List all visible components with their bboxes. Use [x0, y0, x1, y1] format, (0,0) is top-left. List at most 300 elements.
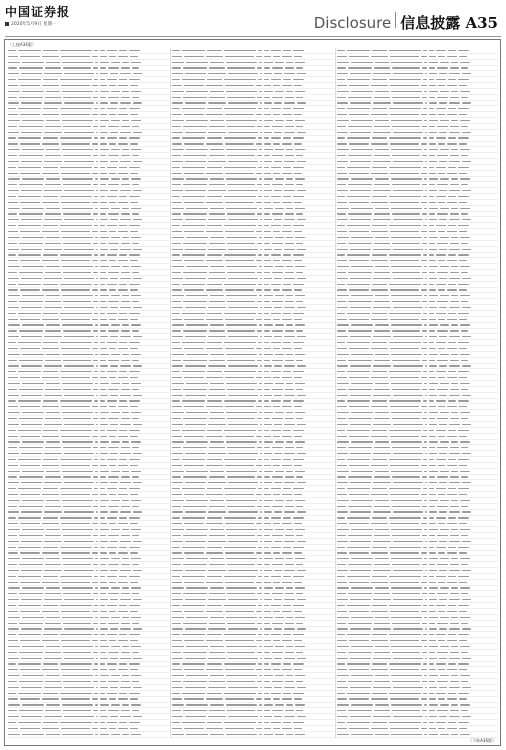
table-cell [372, 50, 387, 51]
table-cell [43, 459, 58, 460]
table-cell [61, 231, 90, 232]
table-cell [391, 324, 422, 325]
table-cell [20, 406, 40, 407]
table-cell [172, 722, 180, 723]
table-cell [100, 558, 109, 559]
table-cell [264, 167, 269, 168]
table-cell [437, 243, 448, 244]
table-cell [20, 289, 40, 290]
table-cell [225, 582, 254, 583]
table-cell [392, 272, 420, 273]
table-cell [372, 400, 387, 401]
table-cell [100, 628, 108, 629]
table-cell [450, 593, 459, 594]
table-cell [450, 243, 459, 244]
table-cell [100, 406, 107, 407]
table-cell [184, 377, 204, 378]
table-cell [21, 511, 42, 512]
table-cell [210, 91, 224, 92]
table-cell [257, 535, 262, 536]
table-cell [284, 190, 295, 191]
table-cell [100, 430, 105, 431]
table-cell [120, 658, 131, 659]
table-cell [462, 278, 471, 279]
table-cell [436, 547, 446, 548]
table-cell [371, 494, 388, 495]
table-cell [100, 687, 108, 688]
table-cell [172, 669, 182, 670]
table-cell [347, 284, 370, 285]
table-cell [62, 587, 93, 588]
table-cell [439, 278, 447, 279]
table-cell [337, 704, 349, 705]
table-cell [437, 623, 448, 624]
table-cell [19, 67, 43, 68]
table-cell [19, 535, 43, 536]
table-cell [18, 50, 41, 51]
table-cell [429, 173, 436, 174]
table-cell [392, 155, 420, 156]
table-cell [375, 178, 389, 179]
table-cell [207, 459, 222, 460]
table-cell [439, 365, 447, 366]
table-cell [296, 652, 303, 653]
table-cell [96, 541, 98, 542]
table-cell [429, 453, 437, 454]
table-cell [294, 143, 302, 144]
table-cell [108, 535, 119, 536]
table-cell [393, 219, 423, 220]
table-cell [45, 535, 61, 536]
table-cell [285, 506, 294, 507]
table-cell [62, 646, 93, 647]
table-cell [264, 120, 273, 121]
table-cell [107, 284, 117, 285]
table-cell [429, 143, 436, 144]
table-cell [264, 161, 272, 162]
table-cell [94, 196, 98, 197]
table-cell [228, 336, 258, 337]
table-cell [264, 377, 271, 378]
table-cell [100, 231, 107, 232]
table-cell [226, 734, 257, 735]
table-cell [111, 178, 120, 179]
table-cell [172, 658, 183, 659]
table-cell [60, 547, 92, 548]
table-cell [337, 471, 349, 472]
table-cell [8, 523, 18, 524]
table-cell [260, 278, 262, 279]
table-cell [100, 360, 106, 361]
table-cell [264, 500, 273, 501]
table-cell [95, 149, 98, 150]
table-cell [264, 231, 271, 232]
table-cell [21, 278, 42, 279]
table-cell [119, 634, 127, 635]
table-cell [93, 418, 98, 419]
table-cell [422, 476, 427, 477]
table-cell [94, 137, 98, 138]
table-cell [459, 494, 467, 495]
table-cell [337, 552, 347, 553]
table-cell [172, 471, 184, 472]
table-cell [393, 687, 423, 688]
table-cell [275, 471, 284, 472]
table-cell [429, 155, 435, 156]
table-cell [185, 395, 206, 396]
table-cell [118, 465, 128, 466]
table-cell [132, 623, 139, 624]
table-cell [390, 436, 419, 437]
table-cell [272, 389, 283, 390]
table-cell [447, 289, 457, 290]
table-cell [424, 412, 427, 413]
table-cell [92, 56, 98, 57]
table-cell [297, 278, 306, 279]
table-cell [424, 704, 427, 705]
table-cell [44, 482, 62, 483]
table-cell [374, 418, 390, 419]
table-cell [437, 67, 448, 68]
table-cell [209, 330, 225, 331]
table-cell [391, 266, 422, 267]
table-cell [259, 734, 262, 735]
table-cell [438, 523, 445, 524]
table-cell [421, 465, 427, 466]
table-cell [438, 494, 445, 495]
table-cell [375, 587, 389, 588]
table-cell [172, 693, 180, 694]
table-cell [391, 500, 422, 501]
table-cell [285, 213, 294, 214]
table-cell [282, 406, 292, 407]
table-cell [429, 441, 438, 442]
table-cell [297, 102, 306, 103]
table-cell [421, 552, 427, 553]
table-cell [8, 260, 18, 261]
table-cell [258, 459, 262, 460]
table-cell [337, 646, 349, 647]
table-cell [92, 143, 98, 144]
table-cell [172, 482, 183, 483]
table-cell [438, 611, 445, 612]
table-cell [108, 126, 119, 127]
table-cell [337, 529, 349, 530]
table-cell [448, 634, 456, 635]
table-cell [422, 330, 427, 331]
table-cell [228, 190, 258, 191]
table-cell [274, 336, 282, 337]
table-cell [122, 646, 129, 647]
table-cell [462, 599, 471, 600]
table-cell [226, 91, 257, 92]
table-cell [100, 611, 107, 612]
table-cell [63, 564, 91, 565]
table-cell [18, 342, 41, 343]
table-cell [108, 155, 119, 156]
table-cell [439, 716, 447, 717]
table-cell [295, 617, 305, 618]
table-cell [337, 202, 347, 203]
table-cell [172, 120, 184, 121]
table-cell [119, 371, 127, 372]
table-cell [293, 342, 304, 343]
table-cell [111, 441, 120, 442]
table-cell [225, 640, 254, 641]
table-cell [371, 611, 388, 612]
table-cell [130, 523, 138, 524]
table-cell [130, 231, 138, 232]
table-cell [42, 202, 59, 203]
table-cell [206, 202, 223, 203]
table-cell [107, 108, 117, 109]
table-cell [389, 400, 421, 401]
table-cell [100, 208, 109, 209]
table-cell [129, 225, 140, 226]
table-cell [110, 278, 118, 279]
table-cell [459, 436, 467, 437]
table-cell [439, 132, 447, 133]
table-cell [297, 511, 306, 512]
table-cell [264, 634, 269, 635]
table-cell [172, 301, 181, 302]
table-cell [275, 324, 284, 325]
table-cell [296, 535, 303, 536]
table-cell [448, 167, 456, 168]
table-cell [225, 436, 254, 437]
table-cell [437, 155, 448, 156]
table-cell [43, 488, 58, 489]
table-cell [206, 56, 223, 57]
table-cell [285, 155, 294, 156]
table-cell [100, 669, 107, 670]
table-cell [182, 547, 205, 548]
table-cell [186, 471, 208, 472]
table-cell [392, 652, 420, 653]
table-cell [297, 570, 306, 571]
table-cell [337, 587, 349, 588]
table-cell [185, 190, 206, 191]
table-cell [100, 97, 106, 98]
table-cell [285, 535, 294, 536]
table-cell [264, 430, 269, 431]
table-cell [93, 330, 98, 331]
table-cell [100, 330, 106, 331]
table-cell [274, 570, 282, 571]
table-cell [21, 482, 42, 483]
table-cell [272, 564, 283, 565]
table-cell [8, 441, 20, 442]
table-cell [337, 628, 348, 629]
table-cell [337, 669, 347, 670]
table-cell [258, 254, 262, 255]
table-cell [210, 734, 224, 735]
table-cell [208, 716, 226, 717]
table-cell [8, 360, 17, 361]
table-cell [64, 102, 94, 103]
table-cell [295, 558, 305, 559]
table-cell [172, 570, 183, 571]
table-cell [93, 243, 98, 244]
table-cell [111, 237, 120, 238]
table-cell [337, 342, 345, 343]
table-cell [226, 587, 257, 588]
table-cell [284, 395, 295, 396]
table-cell [272, 623, 283, 624]
table-cell [375, 237, 389, 238]
table-cell [224, 634, 256, 635]
table-cell [43, 50, 58, 51]
table-cell [8, 330, 17, 331]
table-cell [337, 67, 346, 68]
table-cell [63, 476, 91, 477]
table-cell [129, 576, 140, 577]
table-cell [225, 465, 254, 466]
table-cell [183, 272, 207, 273]
table-cell [390, 143, 419, 144]
table-cell [225, 406, 254, 407]
table-cell [259, 529, 262, 530]
table-cell [429, 447, 435, 448]
table-cell [119, 430, 127, 431]
table-cell [283, 459, 291, 460]
table-cell [283, 371, 291, 372]
table-cell [129, 605, 140, 606]
table-cell [374, 623, 390, 624]
table-cell [264, 675, 273, 676]
table-cell [131, 587, 141, 588]
table-cell [120, 278, 131, 279]
table-cell [440, 383, 449, 384]
table-cell [264, 658, 272, 659]
table-cell [100, 377, 107, 378]
table-cell [350, 716, 371, 717]
table-cell [283, 137, 291, 138]
table-cell [133, 365, 142, 366]
table-cell [46, 178, 60, 179]
table-cell [256, 260, 262, 261]
table-cell [296, 389, 303, 390]
table-cell [429, 558, 438, 559]
table-cell [337, 722, 345, 723]
table-cell [172, 710, 181, 711]
table-cell [349, 173, 369, 174]
table-cell [208, 132, 226, 133]
table-cell [283, 605, 291, 606]
table-cell [264, 289, 271, 290]
table-cell [225, 698, 254, 699]
table-cell [224, 108, 256, 109]
table-cell [22, 675, 44, 676]
table-cell [264, 342, 269, 343]
table-cell [206, 728, 223, 729]
table-row [172, 732, 333, 738]
table-cell [375, 646, 389, 647]
table-cell [448, 225, 456, 226]
table-cell [172, 652, 181, 653]
table-cell [100, 219, 108, 220]
table-cell [61, 669, 90, 670]
table-cell [436, 284, 446, 285]
table-cell [271, 50, 281, 51]
table-cell [337, 260, 347, 261]
table-cell [46, 295, 60, 296]
table-cell [337, 184, 346, 185]
table-cell [172, 447, 181, 448]
table-cell [18, 605, 41, 606]
table-cell [257, 623, 262, 624]
table-cell [95, 62, 98, 63]
table-cell [121, 418, 130, 419]
table-cell [20, 260, 40, 261]
table-cell [373, 541, 391, 542]
table-cell [18, 108, 41, 109]
table-cell [121, 213, 130, 214]
table-cell [256, 56, 262, 57]
table-cell [256, 728, 262, 729]
table-cell [184, 494, 204, 495]
table-cell [391, 617, 422, 618]
table-cell [21, 628, 42, 629]
table-cell [371, 143, 388, 144]
table-cell [96, 336, 98, 337]
table-cell [226, 295, 257, 296]
table-cell [95, 120, 98, 121]
table-cell [224, 488, 256, 489]
table-cell [172, 79, 180, 80]
table-cell [297, 132, 306, 133]
table-cell [60, 137, 92, 138]
table-cell [64, 161, 94, 162]
table-cell [374, 389, 390, 390]
table-cell [129, 634, 140, 635]
table-cell [209, 476, 225, 477]
table-cell [8, 137, 16, 138]
table-cell [184, 698, 204, 699]
table-cell [423, 693, 427, 694]
table-cell [186, 208, 208, 209]
table-cell [295, 412, 305, 413]
table-cell [264, 243, 270, 244]
table-cell [172, 102, 183, 103]
table-cell [391, 558, 422, 559]
table-cell [423, 722, 427, 723]
table-cell [283, 634, 291, 635]
table-cell [337, 219, 348, 220]
table-cell [111, 208, 120, 209]
table-cell [461, 593, 468, 594]
table-cell [391, 295, 422, 296]
table-cell [375, 471, 389, 472]
table-cell [272, 710, 283, 711]
table-cell [100, 102, 108, 103]
table-cell [100, 640, 107, 641]
table-cell [207, 342, 222, 343]
table-cell [100, 365, 108, 366]
table-cell [8, 599, 19, 600]
table-cell [110, 511, 118, 512]
table-cell [393, 161, 423, 162]
table-cell [350, 658, 371, 659]
table-cell [293, 196, 304, 197]
table-cell [20, 377, 40, 378]
table-cell [389, 663, 421, 664]
table-cell [64, 190, 94, 191]
table-cell [349, 202, 369, 203]
table-cell [439, 249, 447, 250]
table-cell [286, 324, 293, 325]
table-cell [172, 365, 183, 366]
